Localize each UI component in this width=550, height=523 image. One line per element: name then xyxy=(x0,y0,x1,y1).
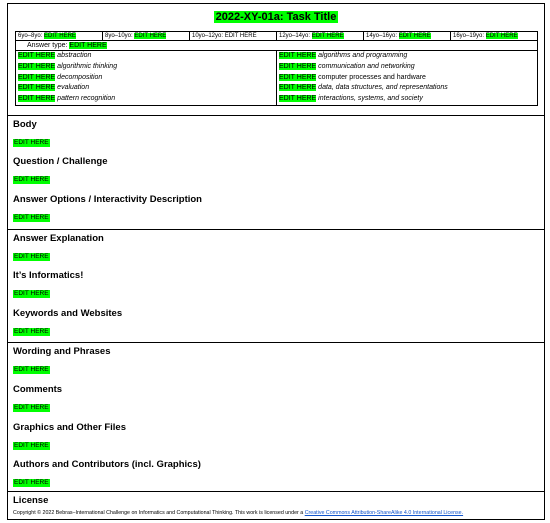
age-group-label: 16yo–19yo: xyxy=(453,33,485,39)
task-title: 2022-XY-01a: Task Title xyxy=(215,11,337,23)
section-heading: Graphics and Other Files xyxy=(13,422,126,433)
age-group-value[interactable]: EDIT HERE xyxy=(485,33,518,39)
ct-skill-label: evaluation xyxy=(57,84,90,92)
topic-row xyxy=(277,51,537,62)
answer-type-label: Answer type: xyxy=(27,42,68,49)
age-group-cell xyxy=(103,32,190,40)
topic-label: communication and networking xyxy=(318,62,415,70)
topic-value[interactable]: EDIT HERE xyxy=(279,62,317,70)
age-group-cell xyxy=(190,32,277,40)
section-its-informatics xyxy=(13,270,533,300)
ct-skill-row xyxy=(16,83,276,94)
topic-value[interactable]: EDIT HERE xyxy=(279,95,317,103)
skills-topics-table xyxy=(15,51,538,106)
age-groups-row xyxy=(15,31,538,41)
section-authors-contributors xyxy=(13,459,533,489)
age-group-label: 14yo–16yo: xyxy=(366,33,398,39)
section-divider xyxy=(8,229,544,230)
section-heading: License xyxy=(13,495,49,506)
task-template-page xyxy=(7,3,545,520)
age-group-value[interactable]: EDIT HERE xyxy=(134,33,167,39)
ct-skill-value[interactable]: EDIT HERE xyxy=(18,73,56,81)
section-divider xyxy=(8,342,544,343)
section-heading: Question / Challenge xyxy=(13,156,108,167)
ct-skill-value[interactable]: EDIT HERE xyxy=(18,95,56,103)
section-graphics-files xyxy=(13,422,533,452)
ct-skill-row xyxy=(16,62,276,73)
topic-row xyxy=(277,83,537,94)
ct-skills-column xyxy=(16,51,277,105)
ct-skill-value[interactable]: EDIT HERE xyxy=(18,52,56,59)
topic-row xyxy=(277,62,537,73)
ct-skill-row xyxy=(16,73,276,84)
ct-skill-row xyxy=(16,51,276,62)
answer-type-row xyxy=(15,41,538,51)
section-keywords-websites xyxy=(13,308,533,338)
age-group-value[interactable]: EDIT HERE xyxy=(44,33,76,39)
section-heading: Keywords and Websites xyxy=(13,308,123,319)
edit-here-field[interactable]: EDIT HERE xyxy=(14,479,49,486)
section-wording-phrases xyxy=(13,346,533,376)
edit-here-field[interactable]: EDIT HERE xyxy=(14,290,49,297)
ct-skill-value[interactable]: EDIT HERE xyxy=(18,62,56,70)
topic-label: algorithms and programming xyxy=(318,52,408,59)
age-group-cell xyxy=(364,32,451,40)
section-comments xyxy=(13,384,533,414)
topic-label: data, data structures, and representations xyxy=(318,84,448,92)
section-license xyxy=(13,495,533,507)
section-answer-options xyxy=(13,194,533,224)
age-group-label: 10yo–12yo: xyxy=(192,33,224,39)
topic-value[interactable]: EDIT HERE xyxy=(279,84,317,92)
license-text: Copyright © 2022 Bebras–International Challenge on Informatics and Computational Thinking. This work is licensed under a xyxy=(13,510,304,516)
section-heading: Authors and Contributors (incl. Graphics) xyxy=(13,459,201,470)
answer-type-value[interactable]: EDIT HERE xyxy=(69,42,107,49)
section-divider xyxy=(8,115,544,116)
ct-skill-label: abstraction xyxy=(57,52,92,59)
ct-skill-label: decomposition xyxy=(57,73,103,81)
section-divider xyxy=(8,491,544,492)
topic-label: interactions, systems, and society xyxy=(318,95,423,103)
topic-row xyxy=(277,94,537,105)
edit-here-field[interactable]: EDIT HERE xyxy=(14,366,49,373)
section-heading: It’s Informatics! xyxy=(13,270,84,281)
age-group-cell xyxy=(16,32,103,40)
ct-skill-label: algorithmic thinking xyxy=(57,62,118,70)
topic-value[interactable]: EDIT HERE xyxy=(279,52,317,59)
edit-here-field[interactable]: EDIT HERE xyxy=(14,328,49,335)
section-heading: Body xyxy=(13,119,37,130)
title-row xyxy=(8,7,544,25)
section-heading: Comments xyxy=(13,384,63,395)
topic-value[interactable]: EDIT HERE xyxy=(279,73,317,81)
age-group-value[interactable]: EDIT HERE xyxy=(311,33,344,39)
section-body xyxy=(13,119,533,149)
age-group-value[interactable]: EDIT HERE xyxy=(224,33,257,39)
section-question-challenge xyxy=(13,156,533,186)
edit-here-field[interactable]: EDIT HERE xyxy=(14,176,49,183)
license-link[interactable]: Creative Commons Attribution-ShareAlike 4.0 International License. xyxy=(304,510,464,516)
topic-row xyxy=(277,73,537,84)
edit-here-field[interactable]: EDIT HERE xyxy=(14,442,49,449)
age-group-label: 8yo–10yo: xyxy=(105,33,133,39)
edit-here-field[interactable]: EDIT HERE xyxy=(14,253,49,260)
section-heading: Wording and Phrases xyxy=(13,346,111,357)
edit-here-field[interactable]: EDIT HERE xyxy=(14,404,49,411)
age-group-label: 12yo–14yo: xyxy=(279,33,311,39)
age-group-cell xyxy=(277,32,364,40)
edit-here-field[interactable]: EDIT HERE xyxy=(14,214,49,221)
ct-skill-row xyxy=(16,94,276,105)
ct-skill-label: pattern recognition xyxy=(57,95,116,103)
section-heading: Answer Explanation xyxy=(13,233,104,244)
age-group-value[interactable]: EDIT HERE xyxy=(398,33,431,39)
section-heading: Answer Options / Interactivity Description xyxy=(13,194,202,205)
age-group-label: 6yo–8yo: xyxy=(18,33,43,39)
edit-here-field[interactable]: EDIT HERE xyxy=(14,139,49,146)
license-footer xyxy=(13,510,463,516)
section-answer-explanation xyxy=(13,233,533,263)
ct-skill-value[interactable]: EDIT HERE xyxy=(18,84,56,92)
topics-column xyxy=(277,51,537,105)
age-group-cell xyxy=(451,32,537,40)
topic-label: computer processes and hardware xyxy=(318,73,426,81)
